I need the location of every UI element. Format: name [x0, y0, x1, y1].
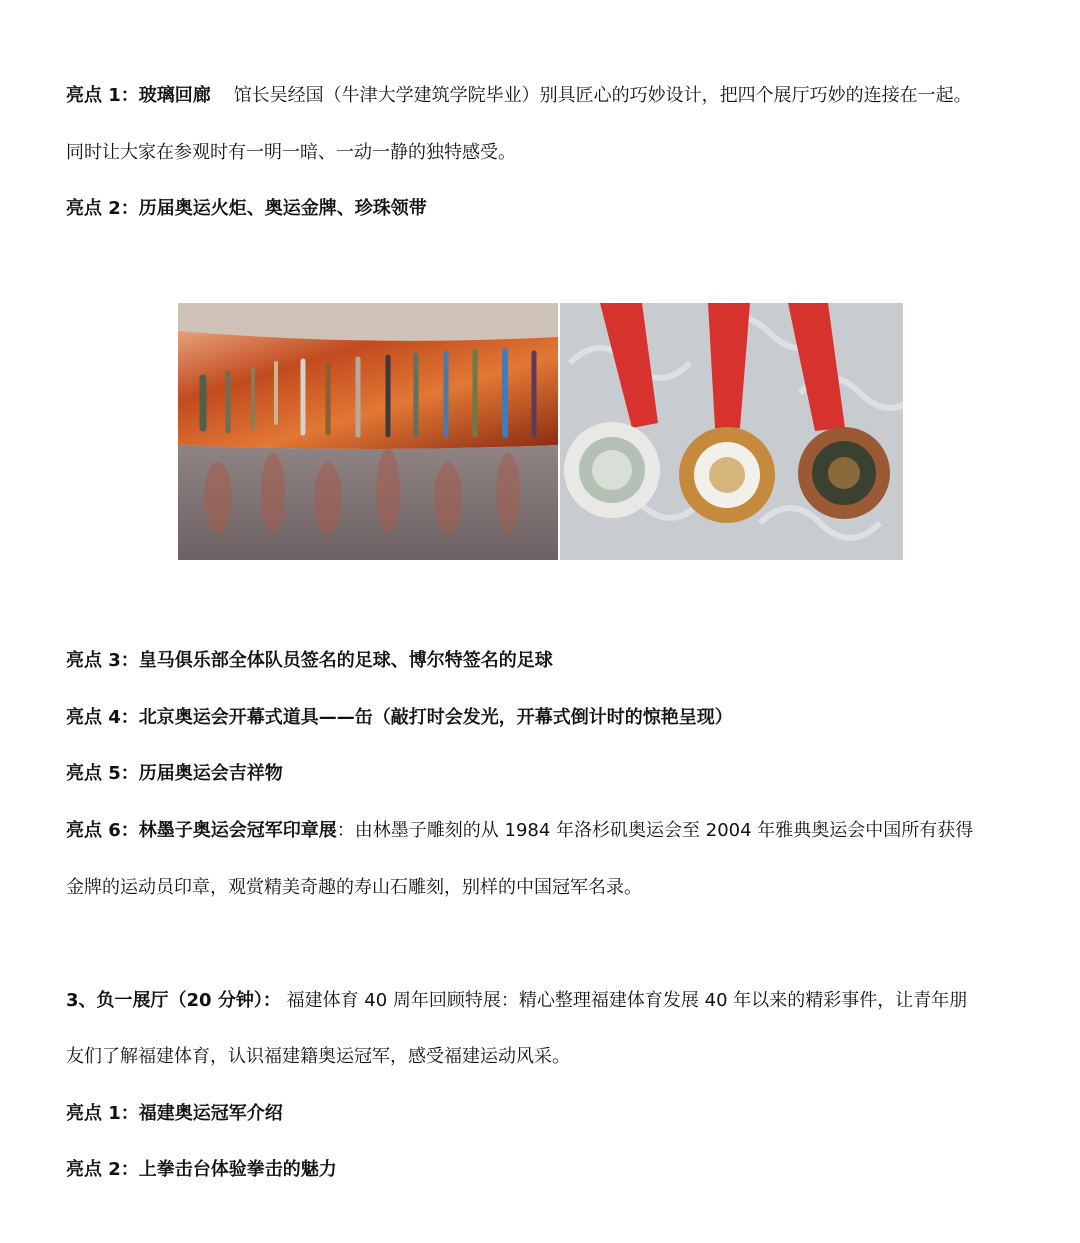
section-3-heading: 3、负一展厅（20 分钟）： [66, 990, 281, 1011]
highlight-1-continuation: 同时让大家在参观时有一明一暗、一动一静的独特感受。 [66, 142, 516, 163]
highlight-6-text: ：由林墨子雕刻的从 1984 年洛杉矶奥运会至 2004 年雅典奥运会中国所有获得 [336, 820, 974, 841]
highlight-6-continuation: 金牌的运动员印章，观赏精美奇趣的寿山石雕刻，别样的中国冠军名录。 [66, 877, 642, 898]
section-3-highlight-2: 亮点 2：上拳击台体验拳击的魅力 [66, 1159, 337, 1180]
highlight-2-label: 亮点 2：历届奥运火炬、奥运金牌、珍珠领带 [66, 198, 427, 219]
photo-strip [178, 303, 903, 560]
section-3-line [66, 989, 1040, 1013]
highlight-5-label: 亮点 5：历届奥运会吉祥物 [66, 763, 283, 784]
section-3-highlight-1: 亮点 1：福建奥运冠军介绍 [66, 1103, 283, 1124]
highlight-1-line [66, 84, 1040, 108]
olympic-medals-photo [560, 303, 903, 560]
highlight-1-text: 馆长吴经国（牛津大学建筑学院毕业）别具匠心的巧妙设计，把四个展厅巧妙的连接在一起。 [233, 85, 972, 106]
section-3-continuation: 友们了解福建体育，认识福建籍奥运冠军，感受福建运动风采。 [66, 1046, 570, 1067]
highlight-6-label: 亮点 6：林墨子奥运会冠军印章展 [66, 820, 337, 841]
highlight-4-label: 亮点 4：北京奥运会开幕式道具——缶（敲打时会发光，开幕式倒计时的惊艳呈现） [66, 707, 733, 728]
highlight-6-line [66, 819, 1040, 843]
torch-display-photo [178, 303, 558, 560]
highlight-3-label: 亮点 3：皇马俱乐部全体队员签名的足球、博尔特签名的足球 [66, 650, 553, 671]
section-3-text: 福建体育 40 周年回顾特展：精心整理福建体育发展 40 年以来的精彩事件，让青年朋 [286, 990, 968, 1011]
highlight-1-label: 亮点 1：玻璃回廊 [66, 85, 211, 106]
